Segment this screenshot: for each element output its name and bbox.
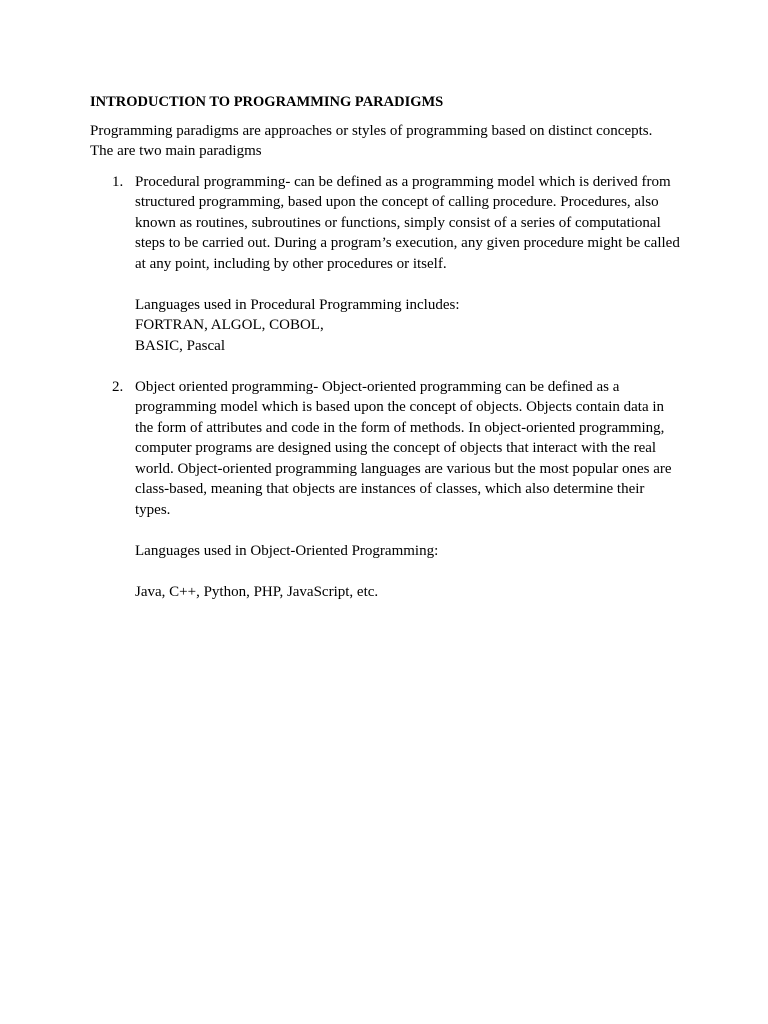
list-item-procedural — [90, 172, 680, 357]
intro-paragraph — [90, 121, 680, 162]
procedural-languages-line-1: FORTRAN, ALGOL, COBOL, — [135, 317, 324, 333]
oop-languages-heading: Languages used in Object-Oriented Programming: — [135, 542, 439, 559]
paradigm-list — [90, 172, 680, 603]
list-number: 2. — [112, 378, 124, 395]
intro-line-1: Programming paradigms are approaches or styles of programming based on distinct concepts. — [90, 122, 653, 139]
list-number: 1. — [112, 173, 124, 190]
procedural-languages-heading: Languages used in Procedural Programming includes: — [135, 296, 460, 313]
oop-description: Object oriented programming- Object-oriented programming can be defined as a programming model which is based upon the concept of objects. Objects contain data in the form of attributes and code in the form of methods. In object-oriented programming, computer programs are designed using the concept of objects that interact with the real world. Object-oriented programming languages are various but the most popular ones are class-based, meaning that objects are instances of classes, which also determine their types. — [135, 378, 672, 518]
document-title: INTRODUCTION TO PROGRAMMING PARADIGMS — [90, 94, 444, 110]
document-page — [90, 92, 680, 602]
oop-languages-line-1: Java, C++, Python, PHP, JavaScript, etc. — [135, 583, 379, 600]
procedural-languages-line-2: BASIC, Pascal — [135, 337, 225, 354]
procedural-description: Procedural programming- can be defined as a programming model which is derived from structured programming, based upon the concept of calling procedure. Procedures, also known as routines, subroutines or functions, simply consist of a series of computational steps to be carried out. During a program’s execution, any given procedure might be called at any point, including by other procedures or itself. — [135, 173, 680, 272]
intro-line-2: The are two main paradigms — [90, 143, 262, 159]
list-item-object-oriented — [90, 377, 680, 603]
